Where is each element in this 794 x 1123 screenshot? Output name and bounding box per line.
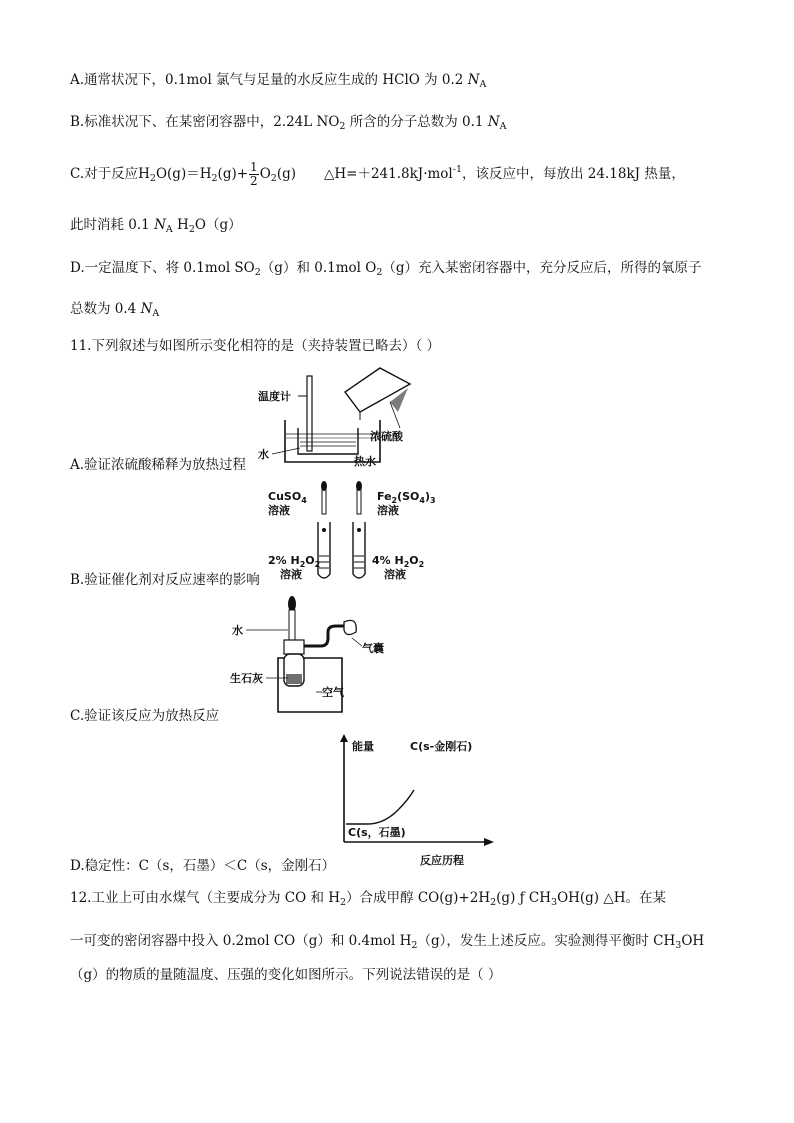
question-12-line3: （g）的物质的量随温度、压强的变化如图所示。下列说法错误的是（ ）: [70, 967, 502, 983]
figure-11a-beaker: [250, 362, 450, 467]
figure-11b-test-tubes: [262, 478, 462, 586]
question-12-line2: 一可变的密闭容器中投入 0.2mol CO（g）和 0.4mol $H_2(g)$，发生上述反应。实验测得平衡时 $CH_3OH$: [70, 933, 705, 951]
svg-text:CuSO4: CuSO$_4$: [268, 490, 307, 505]
question-12-line1: 12.工业上可由水煤气（主要成分为 CO 和 $H_2$）合成甲醇 $CO(g)+2H_2(g)$ ƒ $CH_3OH(g)$ △H。在某: [70, 890, 667, 908]
svg-text:溶液: 溶液: [384, 568, 406, 581]
label-thermometer: 温度计: [258, 390, 291, 403]
figure-11c-flask: [226, 592, 426, 717]
dropper-icon: [289, 610, 295, 640]
label-graphite: C(s，石墨): [348, 826, 406, 839]
svg-text:4% H2O2: 4% $H_2O_2$: [372, 554, 425, 569]
fraction: $\frac{1}{2}$: [250, 160, 258, 188]
balloon-icon: [344, 620, 356, 634]
option-11d: D.稳定性：C（s，石墨）＜C（s，金刚石）: [70, 858, 336, 874]
label-lime: 生石灰: [230, 672, 263, 685]
thermometer-icon: [307, 376, 312, 451]
figure-11d-energy-diagram: [336, 730, 506, 870]
label-acid: 浓硫酸: [370, 430, 403, 443]
y-axis-label: 能量: [352, 740, 374, 753]
option-10b: B.标准状况下、在某密闭容器中，2.24L $NO_2$ 所含的分子总数为 0.1 $N_A$: [70, 114, 507, 132]
label-diamond: C(s-金刚石): [410, 740, 473, 753]
x-axis-label: 反应历程: [420, 854, 464, 867]
option-11a: A.验证浓硫酸稀释为放热过程: [70, 457, 247, 473]
label-water: 水: [232, 624, 243, 637]
label-balloon: 气囊: [362, 642, 384, 655]
option-10d-line2: 总数为 0.4 $N_A$: [70, 301, 160, 319]
option-10a: A.通常状况下，0.1mol 氯气与足量的水反应生成的 HClO 为 0.2 $N_A$: [70, 72, 487, 90]
option-11b: B.验证催化剂对反应速率的影响: [70, 572, 260, 588]
svg-text:2% H2O2: 2% $H_2O_2$: [268, 554, 321, 569]
option-10c: C.对于反应$H_2O(g)=H_2(g)+$ $\frac{1}{2}$ $O_2(g)$ △H=＋241.8kJ·mol$^{-1}$，该反应中，每放出 24.18kJ 热量，: [70, 160, 685, 188]
option-10c-line2: 此时消耗 0.1 $N_A$ $H_2O(g)$: [70, 217, 242, 235]
option-11c: C.验证该反应为放热反应: [70, 708, 220, 724]
label-water: 水: [258, 448, 269, 461]
label-air: 空气: [322, 686, 344, 699]
svg-text:溶液: 溶液: [268, 504, 290, 517]
label-hot-water: 热水: [354, 455, 376, 467]
option-10d: D.一定温度下、将 0.1mol $SO_2(g)$和 0.1mol $O_2(g)$充入某密闭容器中，充分反应后，所得的氧原子: [70, 260, 702, 278]
svg-text:溶液: 溶液: [377, 504, 399, 517]
svg-text:溶液: 溶液: [280, 568, 302, 581]
energy-curve: [346, 790, 414, 824]
question-11-stem: 11.下列叙述与如图所示变化相符的是（夹持装置已略去）（ ）: [70, 338, 441, 354]
svg-text:Fe2(SO4)3: $Fe_2(SO_4)_3$: [377, 490, 436, 505]
